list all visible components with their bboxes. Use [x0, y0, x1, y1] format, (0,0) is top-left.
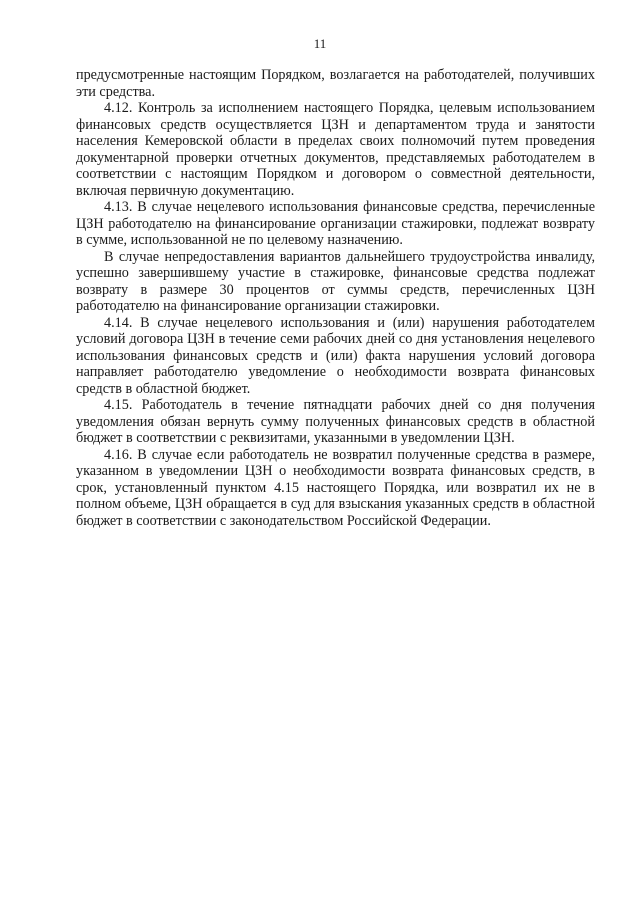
- paragraph-4-13-b: В случае непредоставления вариантов дальнейшего трудоустройства инвалиду, успешно завершившему участие в стажировке, финансовые средства подлежат возврату в размере 30 процентов от суммы средств, перечисленных ЦЗН работодателю на финансирование организации стажировки.: [76, 248, 595, 314]
- paragraph-4-16: 4.16. В случае если работодатель не возвратил полученные средства в размере, указанном в уведомлении ЦЗН о необходимости возврата финансовых средств, в срок, установленный пунктом 4.15 настоящего Порядка, или возвратил их не в полном объеме, ЦЗН обращается в суд для взыскания указанных средств в областной бюджет в соответствии с законодательством Российской Федерации.: [76, 446, 595, 529]
- paragraph-4-13: 4.13. В случае нецелевого использования финансовые средства, перечисленные ЦЗН работодателю на финансирование организации стажировки, подлежат возврату в сумме, использованной не по целевому назначению.: [76, 199, 595, 248]
- paragraph-4-14: 4.14. В случае нецелевого использования и (или) нарушения работодателем условий договора ЦЗН в течение семи рабочих дней со дня установления нецелевого использования финансовых средств и (или) факта нарушения условий договора направляет работодателю уведомление о необходимости возврата финансовых средств в областной бюджет.: [76, 314, 595, 397]
- paragraph-continuation: предусмотренные настоящим Порядком, возлагается на работодателей, получивших эти средства.: [76, 67, 595, 100]
- paragraph-4-12: 4.12. Контроль за исполнением настоящего Порядка, целевым использованием финансовых средств осуществляется ЦЗН и департаментом труда и занятости населения Кемеровской области в пределах своих полномочий путем проведения документарной проверки отчетных документов, представляемых работодателем в соответствии с настоящим Порядком и договором о совместной деятельности, включая первичную документацию.: [76, 100, 595, 199]
- document-body: [76, 67, 595, 529]
- page-number: 11: [313, 36, 327, 51]
- paragraph-4-15: 4.15. Работодатель в течение пятнадцати рабочих дней со дня получения уведомления обязан вернуть сумму полученных финансовых средств в областной бюджет в соответствии с реквизитами, указанными в уведомлении ЦЗН.: [76, 397, 595, 446]
